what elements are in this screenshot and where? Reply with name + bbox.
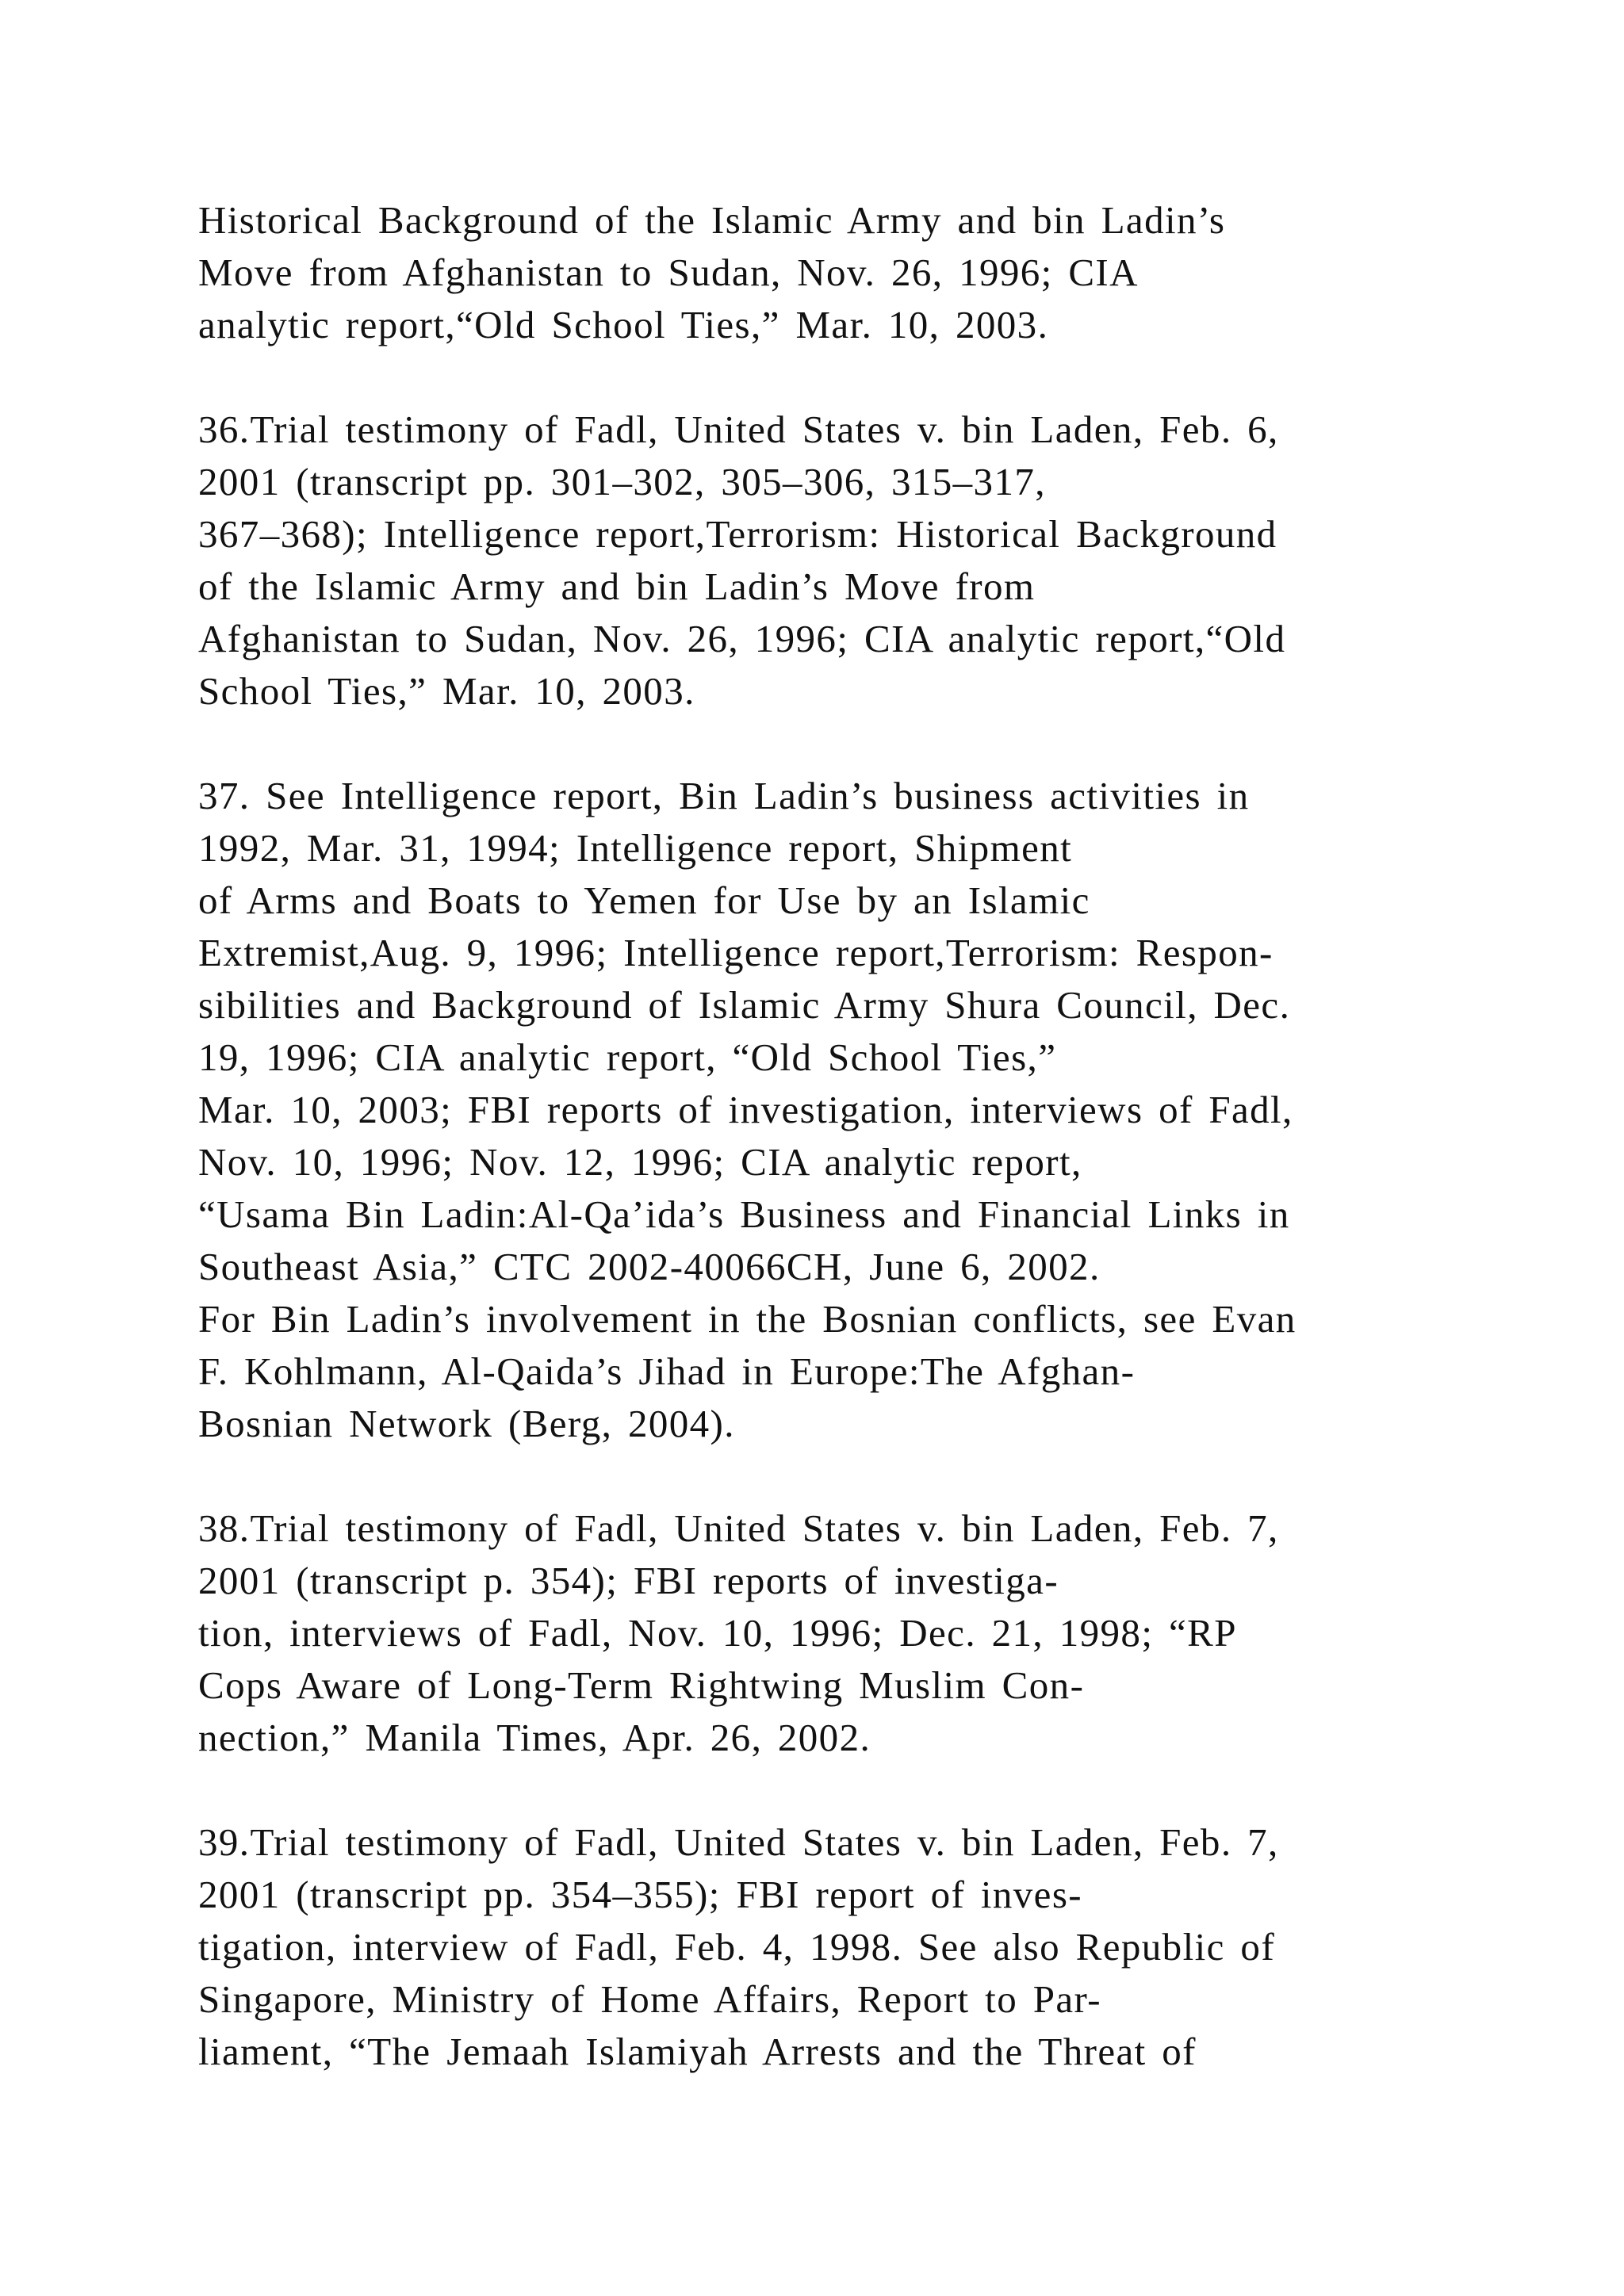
text-line: 2001 (transcript p. 354); FBI reports of investiga-: [198, 1559, 1059, 1602]
text-line: liament, “The Jemaah Islamiyah Arrests and the Threat of: [198, 2030, 1197, 2073]
text-line: Bosnian Network (Berg, 2004).: [198, 1402, 735, 1445]
text-line: 1992, Mar. 31, 1994; Intelligence report, Shipment: [198, 826, 1073, 870]
endnote-37: [198, 770, 1507, 1450]
text-line: Mar. 10, 2003; FBI reports of investigation, interviews of Fadl,: [198, 1088, 1293, 1131]
text-line: For Bin Ladin’s involvement in the Bosnian conflicts, see Evan: [198, 1297, 1297, 1341]
text-line: Cops Aware of Long-Term Rightwing Muslim Con-: [198, 1663, 1085, 1707]
text-line: nection,” Manila Times, Apr. 26, 2002.: [198, 1716, 871, 1759]
text-line: 37. See Intelligence report, Bin Ladin’s business activities in: [198, 774, 1250, 817]
endnotes-text: [198, 194, 1507, 2130]
text-line: F. Kohlmann, Al-Qaida’s Jihad in Europe:The Afghan-: [198, 1349, 1136, 1393]
text-line: 38.Trial testimony of Fadl, United States v. bin Laden, Feb. 7,: [198, 1506, 1279, 1550]
text-line: Singapore, Ministry of Home Affairs, Report to Par-: [198, 1977, 1102, 2021]
text-line: 2001 (transcript pp. 301–302, 305–306, 315–317,: [198, 460, 1046, 503]
text-line: of the Islamic Army and bin Ladin’s Move from: [198, 564, 1036, 608]
text-line: School Ties,” Mar. 10, 2003.: [198, 669, 695, 713]
text-line: Extremist,Aug. 9, 1996; Intelligence report,Terrorism: Respon-: [198, 931, 1274, 974]
text-line: tion, interviews of Fadl, Nov. 10, 1996; Dec. 21, 1998; “RP: [198, 1611, 1237, 1655]
text-line: 39.Trial testimony of Fadl, United States v. bin Laden, Feb. 7,: [198, 1820, 1279, 1864]
endnote-36: [198, 404, 1507, 718]
text-line: Historical Background of the Islamic Army and bin Ladin’s: [198, 198, 1226, 242]
text-line: 36.Trial testimony of Fadl, United States v. bin Laden, Feb. 6,: [198, 408, 1279, 451]
text-line: of Arms and Boats to Yemen for Use by an Islamic: [198, 878, 1090, 922]
text-line: sibilities and Background of Islamic Army Shura Council, Dec.: [198, 983, 1291, 1027]
text-line: 19, 1996; CIA analytic report, “Old School Ties,”: [198, 1035, 1057, 1079]
endnote-38: [198, 1502, 1507, 1764]
text-line: 2001 (transcript pp. 354–355); FBI report of inves-: [198, 1873, 1083, 1916]
text-line: Afghanistan to Sudan, Nov. 26, 1996; CIA analytic report,“Old: [198, 617, 1286, 660]
text-line: 367–368); Intelligence report,Terrorism: Historical Background: [198, 512, 1277, 556]
text-line: Southeast Asia,” CTC 2002-40066CH, June 6, 2002.: [198, 1245, 1101, 1288]
text-line: “Usama Bin Ladin:Al-Qa’ida’s Business and Financial Links in: [198, 1192, 1290, 1236]
endnote-continuation: [198, 194, 1507, 351]
text-line: Move from Afghanistan to Sudan, Nov. 26, 1996; CIA: [198, 251, 1139, 294]
text-line: Nov. 10, 1996; Nov. 12, 1996; CIA analytic report,: [198, 1140, 1082, 1184]
text-line: analytic report,“Old School Ties,” Mar. 10, 2003.: [198, 303, 1049, 346]
text-line: tigation, interview of Fadl, Feb. 4, 1998. See also Republic of: [198, 1925, 1276, 1969]
endnote-39: [198, 1816, 1507, 2078]
